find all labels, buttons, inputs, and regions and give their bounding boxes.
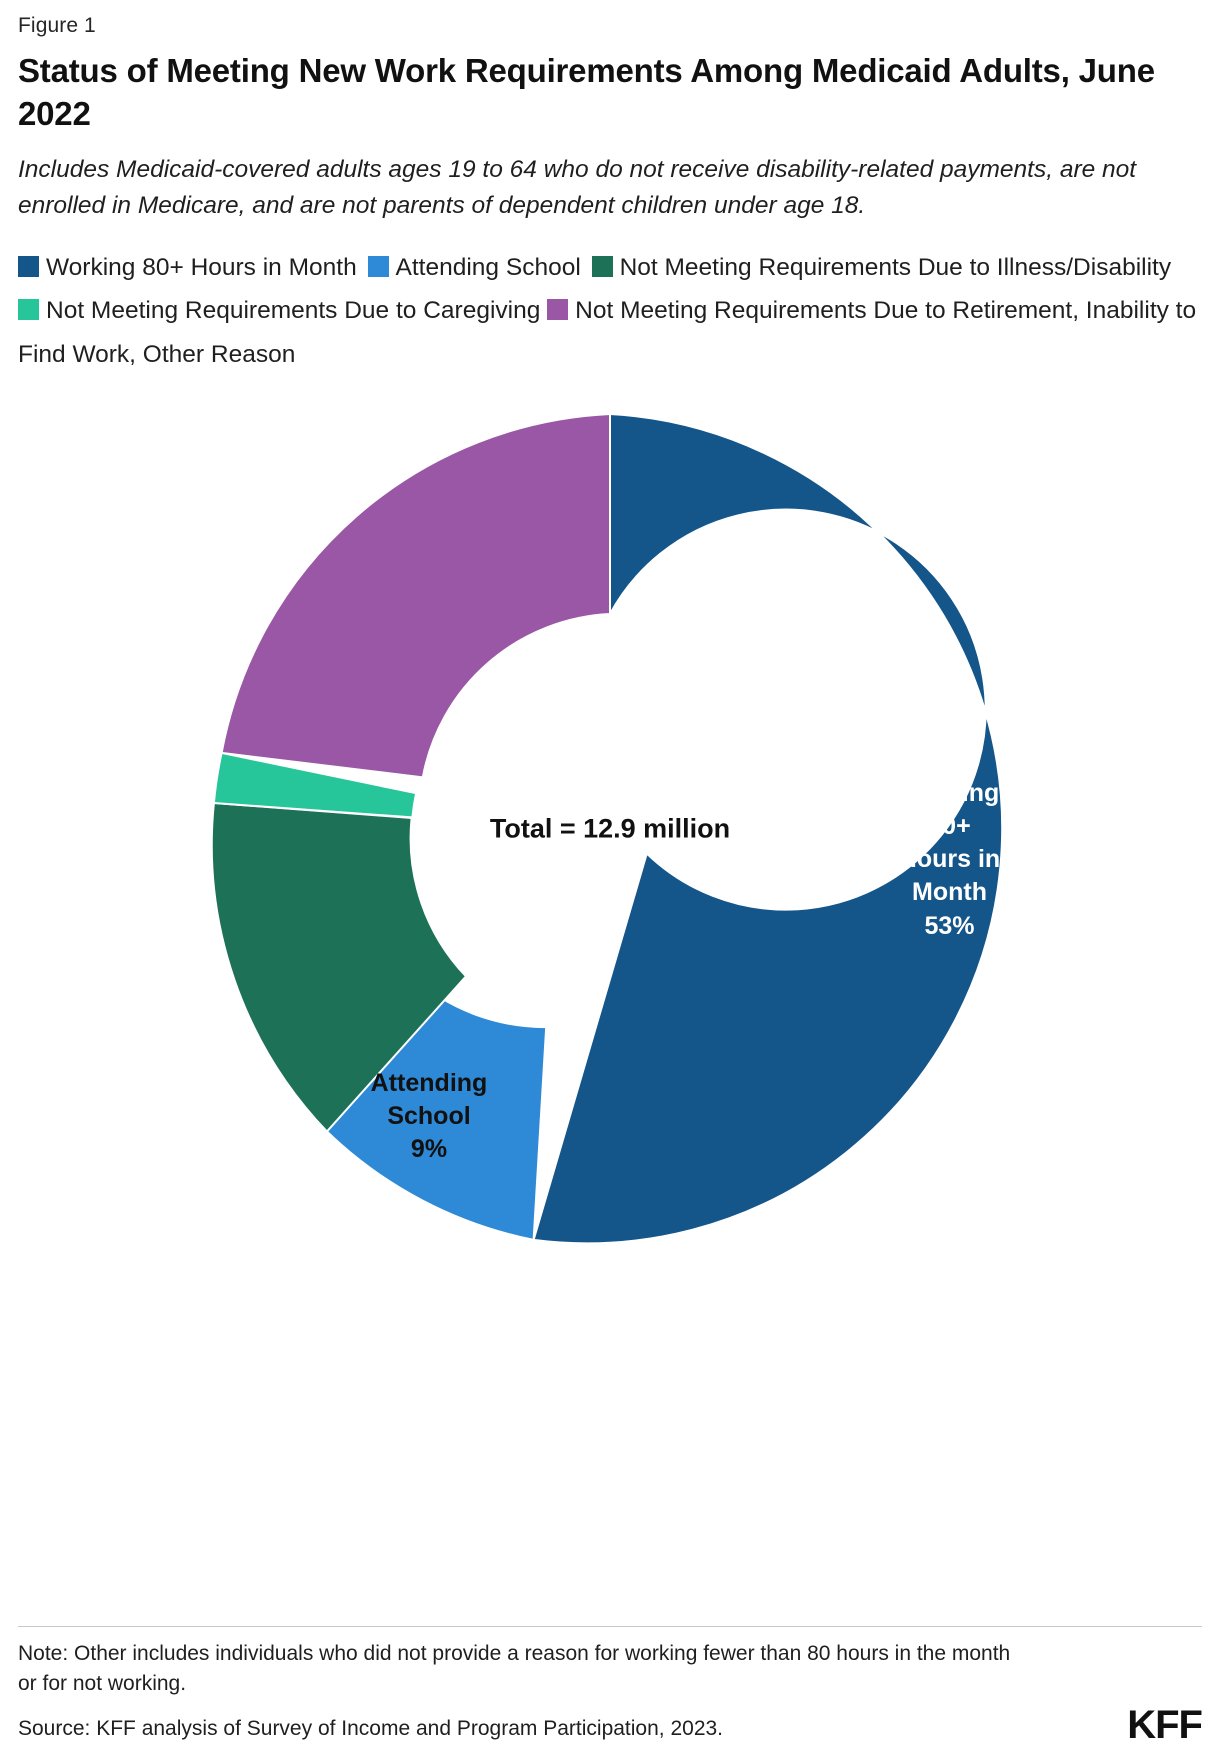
legend-swatch-other [547,299,568,320]
slice-label-working-value: 53% [924,911,975,940]
legend-swatch-working [18,256,39,277]
legend-label-other: Not Meeting Requirements Due to Retirement, Inability to Find Work, Other Reason [18,297,1197,368]
slice-label-working-line2: 80+ [928,811,971,840]
figure-footer [18,1626,1202,1747]
chart-area [18,389,1202,1760]
legend-label-working: Working 80+ Hours in Month [46,253,357,281]
slice-label-school-line2: School [387,1101,471,1130]
footer-divider [18,1626,1202,1627]
legend-swatch-illness [592,256,613,277]
donut-svg [170,389,1050,1269]
donut-center-total: Total = 12.9 million [489,813,731,844]
chart-note: Note: Other includes individuals who did not provide a reason for working fewer than 80 hours in the month or for not working. [18,1641,1011,1696]
legend-label-school: Attending School [395,253,581,281]
donut-chart [170,389,1050,1269]
legend-item-school[interactable] [368,254,581,281]
chart-legend [18,246,1202,377]
pie-slice-other[interactable] [222,414,610,777]
legend-item-working[interactable] [18,254,357,281]
slice-label-school-value: 9% [410,1135,448,1164]
figure-label: Figure 1 [18,14,96,37]
slice-label-school-line1: Attending [370,1068,488,1097]
legend-swatch-school [368,256,389,277]
chart-source: Source: KFF analysis of Survey of Income and Program Participation, 2023. [18,1716,724,1740]
legend-swatch-caregiving [18,299,39,320]
legend-item-illness[interactable] [592,254,1172,281]
legend-item-caregiving[interactable] [18,297,540,324]
chart-subtitle: Includes Medicaid-covered adults ages 19 to 64 who do not receive disability-related payments, are not enrolled in Medicare, and are not parents of dependent children under age 18. [18,155,1137,219]
legend-label-caregiving: Not Meeting Requirements Due to Caregiving [46,297,541,325]
kff-logo: KFF [1127,1703,1202,1747]
slice-label-working-line4: Month [912,878,987,907]
legend-label-illness: Not Meeting Requirements Due to Illness/Disability [619,253,1172,281]
slice-label-working-line1: Working [899,778,1000,807]
page-title: Status of Meeting New Work Requirements Among Medicaid Adults, June 2022 [18,52,1155,132]
slice-label-working-line3: Hours in [898,845,1001,874]
